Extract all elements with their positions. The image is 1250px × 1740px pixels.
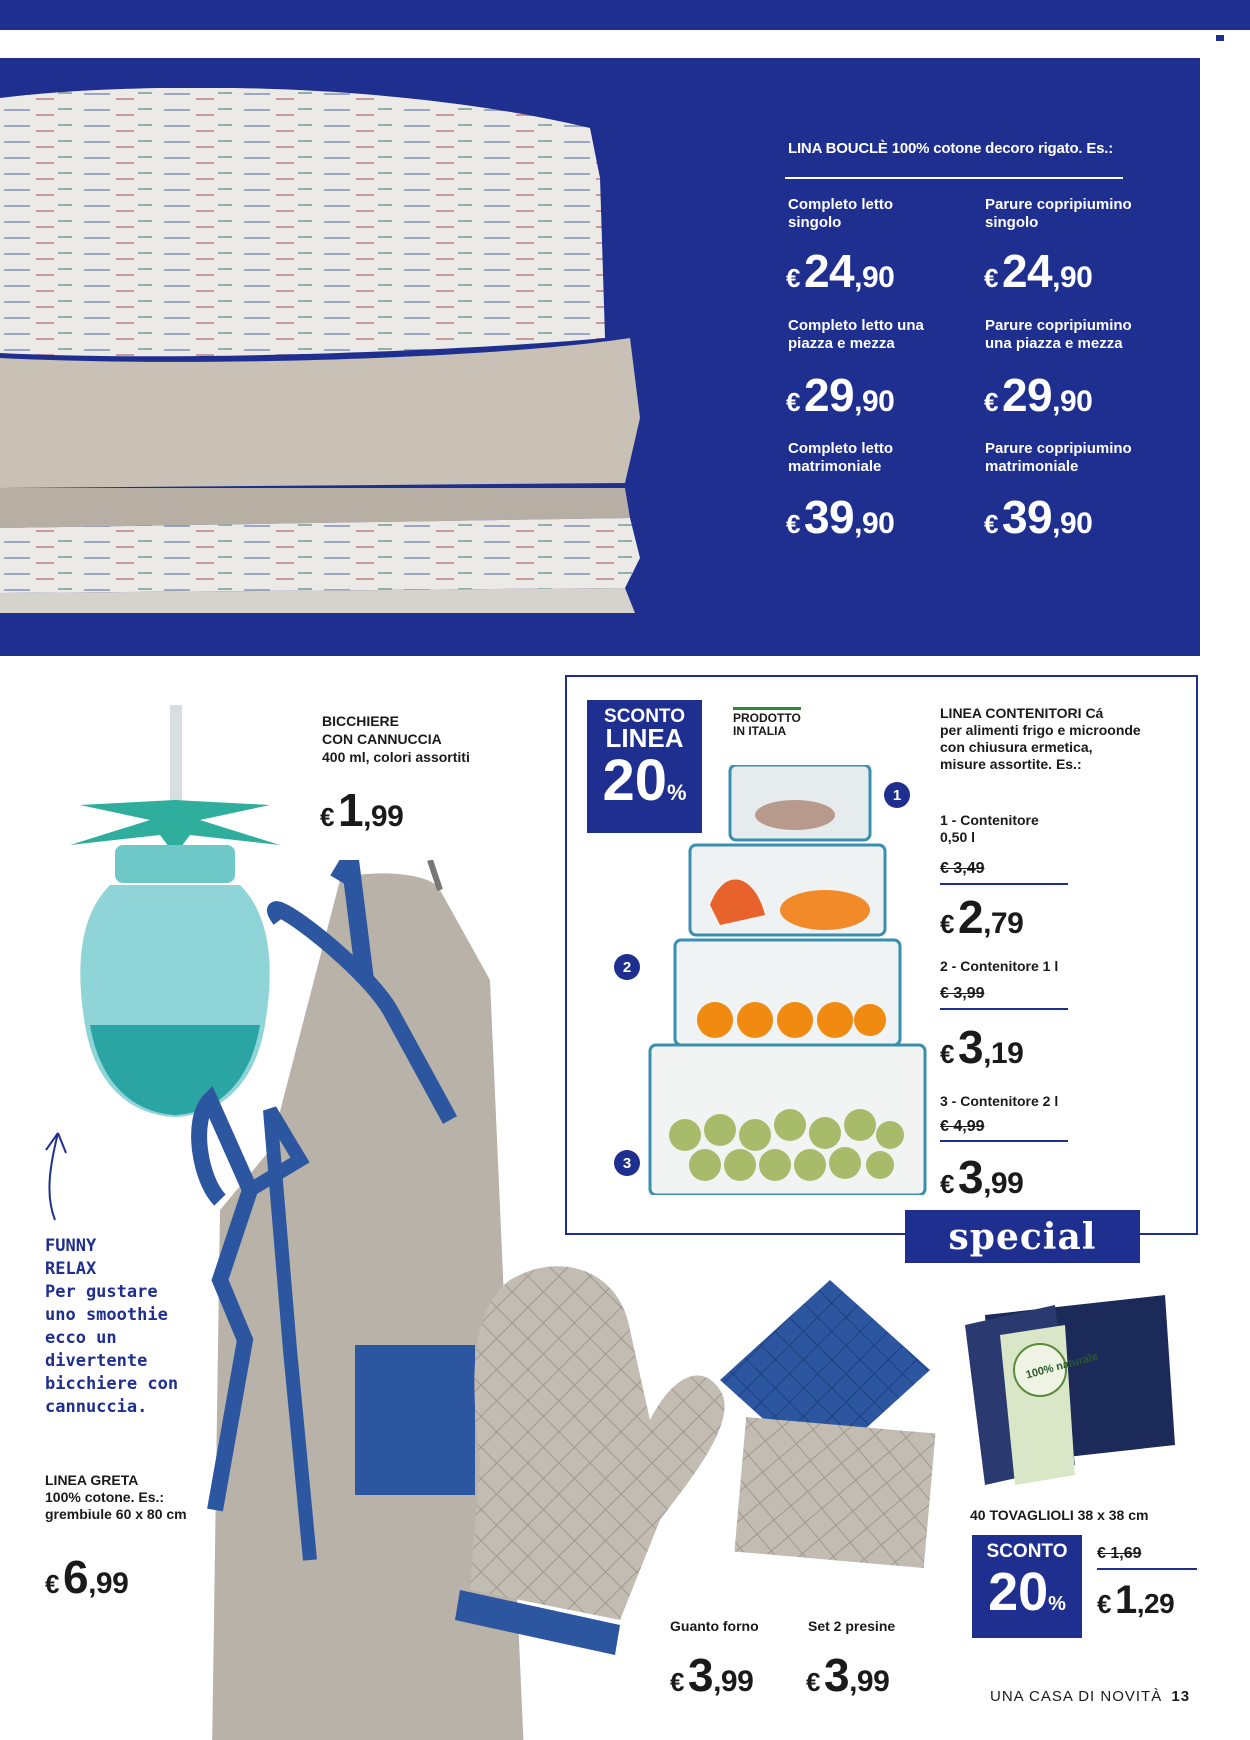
funny-line: ecco un <box>45 1328 117 1348</box>
badge-percent-sign: % <box>666 780 687 805</box>
glass-price: €1,99 <box>320 784 404 836</box>
badge-text-linea: LINEA <box>605 723 684 753</box>
napkins-price: € 1,29 <box>1097 1578 1175 1622</box>
glove-label: Guanto forno <box>670 1618 759 1634</box>
funny-line: uno smoothie <box>45 1305 168 1325</box>
funny-line: cannuccia. <box>45 1397 148 1417</box>
potholder-label: Set 2 presine <box>808 1618 896 1634</box>
container-2-label: 2 - Contenitore 1 l <box>940 958 1059 974</box>
napkins-label: 40 TOVAGLIOLI 38 x 38 cm <box>970 1507 1149 1523</box>
top-bar <box>0 0 1250 30</box>
made-in-italy-mark <box>733 707 801 738</box>
duvet-half-price: €29,90 <box>984 369 1093 421</box>
duvet-double-price: €39,90 <box>984 491 1093 543</box>
napkins-old-price: € 1,69 <box>1097 1545 1142 1562</box>
bed-linens-image <box>0 88 645 613</box>
containers-title: LINEA CONTENITORI Cá <box>940 705 1104 721</box>
container-2-marker: 2 <box>614 954 640 980</box>
napkins-badge-percent: 20 <box>988 1562 1049 1622</box>
glove-price: €3,99 <box>670 1649 754 1701</box>
container-1-old-price: € 3,49 <box>940 860 985 877</box>
duvet-single-price: €24,90 <box>984 245 1093 297</box>
container-1-label <box>940 812 1039 846</box>
container-1-rule <box>940 883 1068 885</box>
container-1-name: 1 - Contenitore <box>940 812 1039 828</box>
container-3-rule <box>940 1140 1068 1142</box>
containers-desc-line1: per alimenti frigo e microonde <box>940 722 1141 738</box>
special-banner: special <box>905 1210 1140 1263</box>
container-2-rule <box>940 1008 1068 1010</box>
container-3-marker: 3 <box>614 1150 640 1176</box>
badge-text-sconto: SCONTO <box>604 706 685 727</box>
page-footer <box>990 1688 1190 1705</box>
funny-relax-blurb <box>45 1235 178 1419</box>
funny-line: divertente <box>45 1351 148 1371</box>
duvet-single-label: Parure copripiumino singolo <box>985 196 1132 231</box>
funny-line: FUNNY <box>45 1236 97 1256</box>
container-1-marker: 1 <box>884 782 910 808</box>
container-3-old-price: € 4,99 <box>940 1118 985 1135</box>
napkins-sconto-badge <box>972 1535 1082 1638</box>
badge-percent: 20 <box>602 748 667 813</box>
apron-line-size: grembiule 60 x 80 cm <box>45 1506 187 1522</box>
napkins-pack-text: 100% naturale <box>1024 1350 1100 1382</box>
made-in-line1: PRODOTTO <box>733 711 801 725</box>
apron-price: €6,99 <box>45 1551 129 1603</box>
footer-text: UNA CASA DI NOVITÀ <box>990 1688 1163 1705</box>
apron-line-title: LINEA GRETA <box>45 1472 139 1488</box>
napkins-rule <box>1097 1568 1197 1570</box>
glass-name-line1: BICCHIERE <box>322 713 400 729</box>
bedding-half-label: Completo letto una piazza e mezza <box>788 317 924 352</box>
containers-desc-line3: misure assortite. Es.: <box>940 756 1082 772</box>
napkins-pack-image <box>965 1275 1185 1495</box>
made-in-line2: IN ITALIA <box>733 724 787 738</box>
bedding-half-price: €29,90 <box>786 369 895 421</box>
bedding-single-label: Completo letto singolo <box>788 196 893 231</box>
corner-mark <box>1216 35 1224 41</box>
glass-desc <box>322 712 470 766</box>
containers-desc-line2: con chiusura ermetica, <box>940 739 1093 755</box>
bedding-double-price: €39,90 <box>786 491 895 543</box>
container-1-size: 0,50 l <box>940 829 976 845</box>
container-3-label: 3 - Contenitore 2 l <box>940 1093 1059 1109</box>
duvet-double-label: Parure copripiumino matrimoniale <box>985 440 1132 475</box>
napkins-badge-text: SCONTO <box>986 1541 1068 1562</box>
page-number: 13 <box>1171 1688 1191 1705</box>
glass-name-line2: CON CANNUCCIA <box>322 731 442 747</box>
duvet-half-label: Parure copripiumino una piazza e mezza <box>985 317 1132 352</box>
apron-desc <box>45 1472 187 1523</box>
containers-image <box>645 765 930 1195</box>
apron-line-material: 100% cotone. Es.: <box>45 1489 165 1505</box>
funny-line: bicchiere con <box>45 1374 179 1394</box>
funny-line: RELAX <box>45 1259 97 1279</box>
bedding-rule <box>785 177 1123 179</box>
potholder-price: €3,99 <box>806 1649 890 1701</box>
container-2-old-price: € 3,99 <box>940 985 985 1002</box>
bedding-single-price: €24,90 <box>786 245 895 297</box>
bedding-line-title: LINA BOUCLÈ 100% cotone decoro rigato. Es.: <box>788 140 1114 157</box>
napkins-badge-percent-sign: % <box>1048 1593 1066 1615</box>
container-1-price: €2,79 <box>940 891 1024 943</box>
container-2-price: €3,19 <box>940 1021 1024 1073</box>
arrow-up-icon <box>40 1125 70 1225</box>
containers-desc <box>940 705 1141 773</box>
container-3-price: €3,99 <box>940 1151 1024 1203</box>
bedding-double-label: Completo letto matrimoniale <box>788 440 893 475</box>
oven-glove-and-potholders-image <box>450 1260 990 1680</box>
funny-line: Per gustare <box>45 1282 158 1302</box>
glass-size: 400 ml, colori assortiti <box>322 749 470 765</box>
